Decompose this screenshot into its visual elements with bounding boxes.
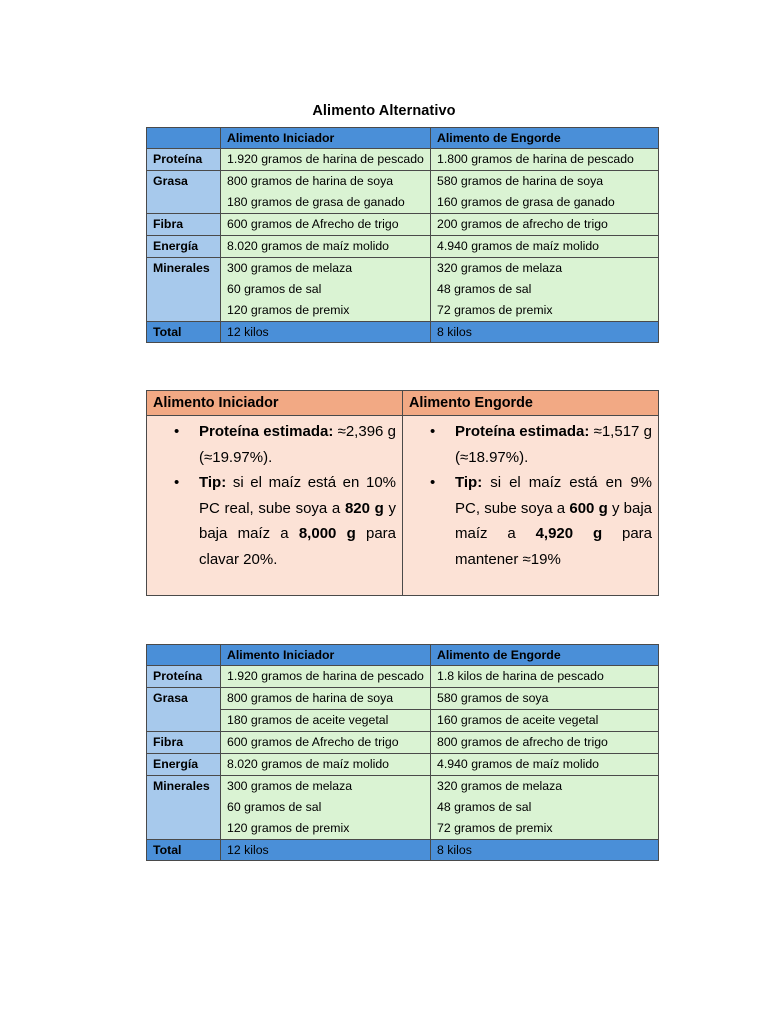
cell-engorde xyxy=(431,149,659,171)
tip-text: y baja maíz a xyxy=(455,499,653,542)
table-row xyxy=(147,258,659,322)
cell-line: 48 gramos de sal xyxy=(437,282,532,296)
table-row xyxy=(147,149,659,171)
cell-line: 48 gramos de sal xyxy=(437,800,532,814)
notes-body-row xyxy=(147,416,659,596)
cell-line: 580 gramos de harina de soya xyxy=(437,174,604,188)
cell-engorde xyxy=(431,258,659,322)
cell-engorde xyxy=(431,688,659,710)
tip-text: si el maíz está en 10% PC real, sube soya a xyxy=(199,474,396,517)
cell-iniciador xyxy=(221,754,431,776)
tip-value: 4,920 g xyxy=(535,525,603,542)
cell-line: 1.800 gramos de harina de pescado xyxy=(437,152,634,166)
bullet-icon: • xyxy=(430,474,436,491)
cell-line: 4.940 gramos de maíz molido xyxy=(437,239,599,253)
cell-engorde xyxy=(431,754,659,776)
header-engorde: Alimento de Engorde xyxy=(431,128,659,149)
table-row xyxy=(147,688,659,710)
row-label: Proteína xyxy=(147,666,221,688)
bullet-icon: • xyxy=(430,423,436,440)
row-label: Minerales xyxy=(147,776,221,840)
cell-iniciador xyxy=(221,732,431,754)
list-item xyxy=(147,419,396,470)
protein-label: Proteína estimada: xyxy=(455,423,590,440)
table-row xyxy=(147,214,659,236)
cell-line: 180 gramos de aceite vegetal xyxy=(227,713,389,727)
row-label: Energía xyxy=(147,754,221,776)
list-item xyxy=(403,470,652,572)
cell-engorde xyxy=(431,666,659,688)
header-corner xyxy=(147,645,221,666)
total-label: Total xyxy=(147,840,221,861)
cell-line: 4.940 gramos de maíz molido xyxy=(437,757,599,771)
cell-iniciador xyxy=(221,710,431,732)
row-label: Fibra xyxy=(147,732,221,754)
cell-line: 72 gramos de premix xyxy=(437,303,553,317)
list-item xyxy=(403,419,652,470)
list-item xyxy=(147,470,396,572)
total-label: Total xyxy=(147,322,221,343)
cell-engorde xyxy=(431,776,659,840)
table-row xyxy=(147,666,659,688)
protein-value: ≈2,396 g (≈19.97%). xyxy=(199,423,396,466)
row-label: Grasa xyxy=(147,688,221,732)
tip-text: para mantener ≈19% xyxy=(455,525,652,568)
header-engorde: Alimento de Engorde xyxy=(431,645,659,666)
table-row xyxy=(147,710,659,732)
cell-line: 120 gramos de premix xyxy=(227,821,350,835)
cell-engorde xyxy=(431,236,659,258)
cell-line: 8.020 gramos de maíz molido xyxy=(227,757,389,771)
tip-text: y baja maíz a xyxy=(199,499,397,542)
cell-line: 600 gramos de Afrecho de trigo xyxy=(227,217,399,231)
tip-text: para clavar 20%. xyxy=(199,525,396,568)
cell-line: 1.920 gramos de harina de pescado xyxy=(227,152,424,166)
tip-value: 820 g xyxy=(344,499,384,517)
cell-iniciador xyxy=(221,776,431,840)
cell-iniciador xyxy=(221,236,431,258)
row-label: Minerales xyxy=(147,258,221,322)
feed-table-2 xyxy=(146,644,659,861)
tip-value: 600 g xyxy=(569,499,608,517)
total-row xyxy=(147,322,659,343)
notes-list-engorde xyxy=(403,416,658,572)
notes-header-iniciador: Alimento Iniciador xyxy=(147,391,403,416)
table-row xyxy=(147,171,659,214)
total-row xyxy=(147,840,659,861)
total-iniciador: 12 kilos xyxy=(221,840,431,861)
protein-value: ≈1,517 g (≈18.97%). xyxy=(455,423,652,466)
notes-header-row xyxy=(147,391,659,416)
bullet-icon: • xyxy=(174,423,180,440)
row-label: Grasa xyxy=(147,171,221,214)
cell-iniciador xyxy=(221,214,431,236)
table-row xyxy=(147,754,659,776)
table-row xyxy=(147,776,659,840)
tip-value: 8,000 g xyxy=(298,525,356,542)
cell-line: 1.8 kilos de harina de pescado xyxy=(437,669,604,683)
cell-line: 8.020 gramos de maíz molido xyxy=(227,239,389,253)
cell-engorde xyxy=(431,171,659,214)
table-header-row xyxy=(147,645,659,666)
header-iniciador: Alimento Iniciador xyxy=(221,645,431,666)
row-label: Proteína xyxy=(147,149,221,171)
cell-engorde xyxy=(431,732,659,754)
tip-text: si el maíz está en 9% PC, sube soya a xyxy=(455,474,652,517)
cell-line: 180 gramos de grasa de ganado xyxy=(227,195,405,209)
cell-line: 72 gramos de premix xyxy=(437,821,553,835)
header-iniciador: Alimento Iniciador xyxy=(221,128,431,149)
table-row xyxy=(147,236,659,258)
table-row xyxy=(147,732,659,754)
cell-iniciador xyxy=(221,149,431,171)
cell-line: 120 gramos de premix xyxy=(227,303,350,317)
notes-header-engorde: Alimento Engorde xyxy=(403,391,659,416)
cell-line: 1.920 gramos de harina de pescado xyxy=(227,669,424,683)
cell-engorde xyxy=(431,710,659,732)
notes-cell-engorde xyxy=(403,416,659,596)
notes-list-iniciador xyxy=(147,416,402,572)
protein-notes-table xyxy=(146,390,659,596)
cell-iniciador xyxy=(221,688,431,710)
cell-line: 200 gramos de afrecho de trigo xyxy=(437,217,608,231)
table-header-row xyxy=(147,128,659,149)
document-title: Alimento Alternativo xyxy=(312,103,456,119)
cell-engorde xyxy=(431,214,659,236)
header-corner xyxy=(147,128,221,149)
cell-line: 60 gramos de sal xyxy=(227,282,322,296)
cell-line: 320 gramos de melaza xyxy=(437,261,563,275)
total-engorde: 8 kilos xyxy=(431,840,659,861)
cell-line: 300 gramos de melaza xyxy=(227,779,353,793)
tip-label: Tip: xyxy=(455,474,483,491)
cell-line: 600 gramos de Afrecho de trigo xyxy=(227,735,399,749)
row-label: Energía xyxy=(147,236,221,258)
cell-line: 800 gramos de harina de soya xyxy=(227,174,394,188)
cell-line: 160 gramos de grasa de ganado xyxy=(437,195,615,209)
protein-label: Proteína estimada: xyxy=(199,423,334,440)
total-engorde: 8 kilos xyxy=(431,322,659,343)
bullet-icon: • xyxy=(174,474,180,491)
feed-table-1 xyxy=(146,127,659,343)
cell-iniciador xyxy=(221,258,431,322)
cell-iniciador xyxy=(221,171,431,214)
cell-iniciador xyxy=(221,666,431,688)
cell-line: 580 gramos de soya xyxy=(437,691,549,705)
cell-line: 160 gramos de aceite vegetal xyxy=(437,713,599,727)
cell-line: 800 gramos de afrecho de trigo xyxy=(437,735,608,749)
notes-cell-iniciador xyxy=(147,416,403,596)
tip-label: Tip: xyxy=(199,474,227,491)
cell-line: 300 gramos de melaza xyxy=(227,261,353,275)
cell-line: 320 gramos de melaza xyxy=(437,779,563,793)
cell-line: 800 gramos de harina de soya xyxy=(227,691,394,705)
row-label: Fibra xyxy=(147,214,221,236)
total-iniciador: 12 kilos xyxy=(221,322,431,343)
cell-line: 60 gramos de sal xyxy=(227,800,322,814)
